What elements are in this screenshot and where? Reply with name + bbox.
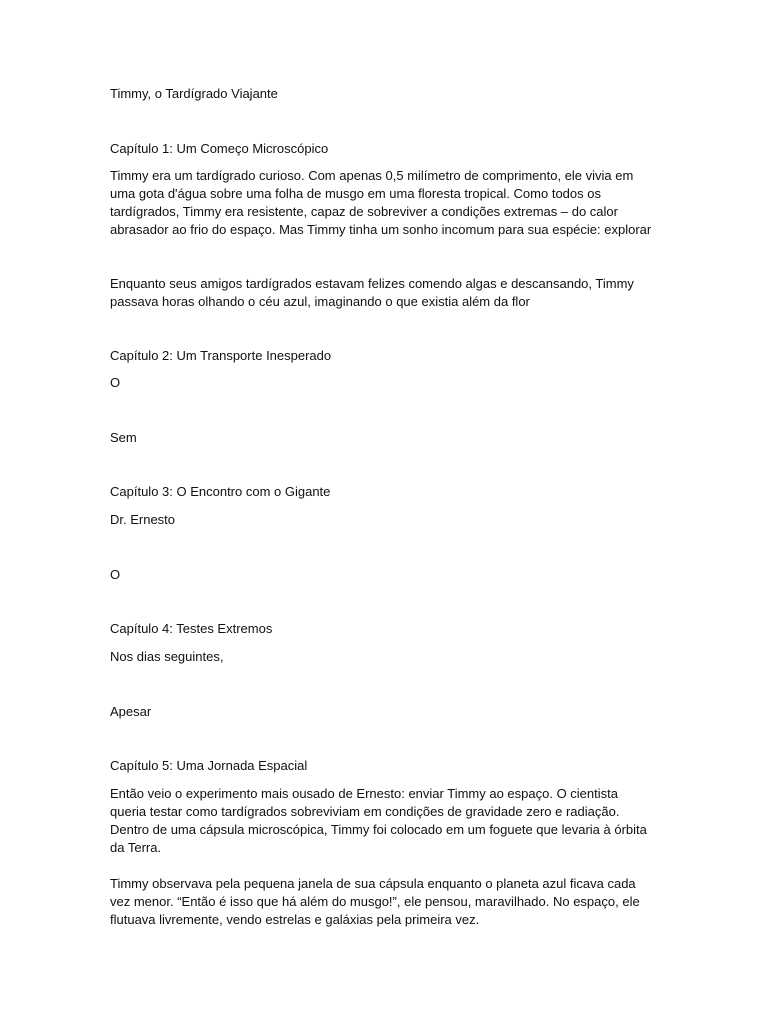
chapter-5-paragraph-1: Então veio o experimento mais ousado de Ernesto: enviar Timmy ao espaço. O cientista queria testar como tardígrados sobreviviam em condições de gravidade zero e radiação. Dentro de uma cápsula microscópica, Timmy foi colocado em um foguete que levaria à órbita da Terra. [110,786,647,855]
chapter-4-paragraph-2: Apesar [110,704,152,719]
chapter-1-paragraph-1: Timmy era um tardígrado curioso. Com apenas 0,5 milímetro de comprimento, ele vivia em uma gota d'água sobre uma folha de musgo em uma floresta tropical. Como todos os tardígrados, Timmy era resistente, capaz de sobreviver a condições extremas – do calor abrasador ao frio do espaço. Mas Timmy tinha um sonho incomum para sua espécie: explorar [110,168,652,237]
chapter-2-paragraph-1: O [110,375,121,390]
chapter-1-paragraph-2: Enquanto seus amigos tardígrados estavam felizes comendo algas e descansando, Timmy passava horas olhando o céu azul, imaginando o que existia além da flor [110,276,634,309]
document-title: Timmy, o Tardígrado Viajante [110,86,278,101]
chapter-4-paragraph-1: Nos dias seguintes, [110,649,224,664]
chapter-2-paragraph-2: Sem [110,430,137,445]
chapter-5-heading: Capítulo 5: Uma Jornada Espacial [110,758,308,773]
chapter-2-heading: Capítulo 2: Um Transporte Inesperado [110,348,332,363]
chapter-3-paragraph-1: Dr. Ernesto [110,512,176,527]
chapter-4-heading: Capítulo 4: Testes Extremos [110,621,273,636]
chapter-3-heading: Capítulo 3: O Encontro com o Gigante [110,484,331,499]
chapter-5-paragraph-2: Timmy observava pela pequena janela de sua cápsula enquanto o planeta azul ficava cada vez menor. “Então é isso que há além do musgo!”, ele pensou, maravilhado. No espaço, ele flutuava livremente, vendo estrelas e galáxias pela primeira vez. [110,876,640,927]
chapter-1-heading: Capítulo 1: Um Começo Microscópico [110,141,329,156]
chapter-3-paragraph-2: O [110,567,121,582]
